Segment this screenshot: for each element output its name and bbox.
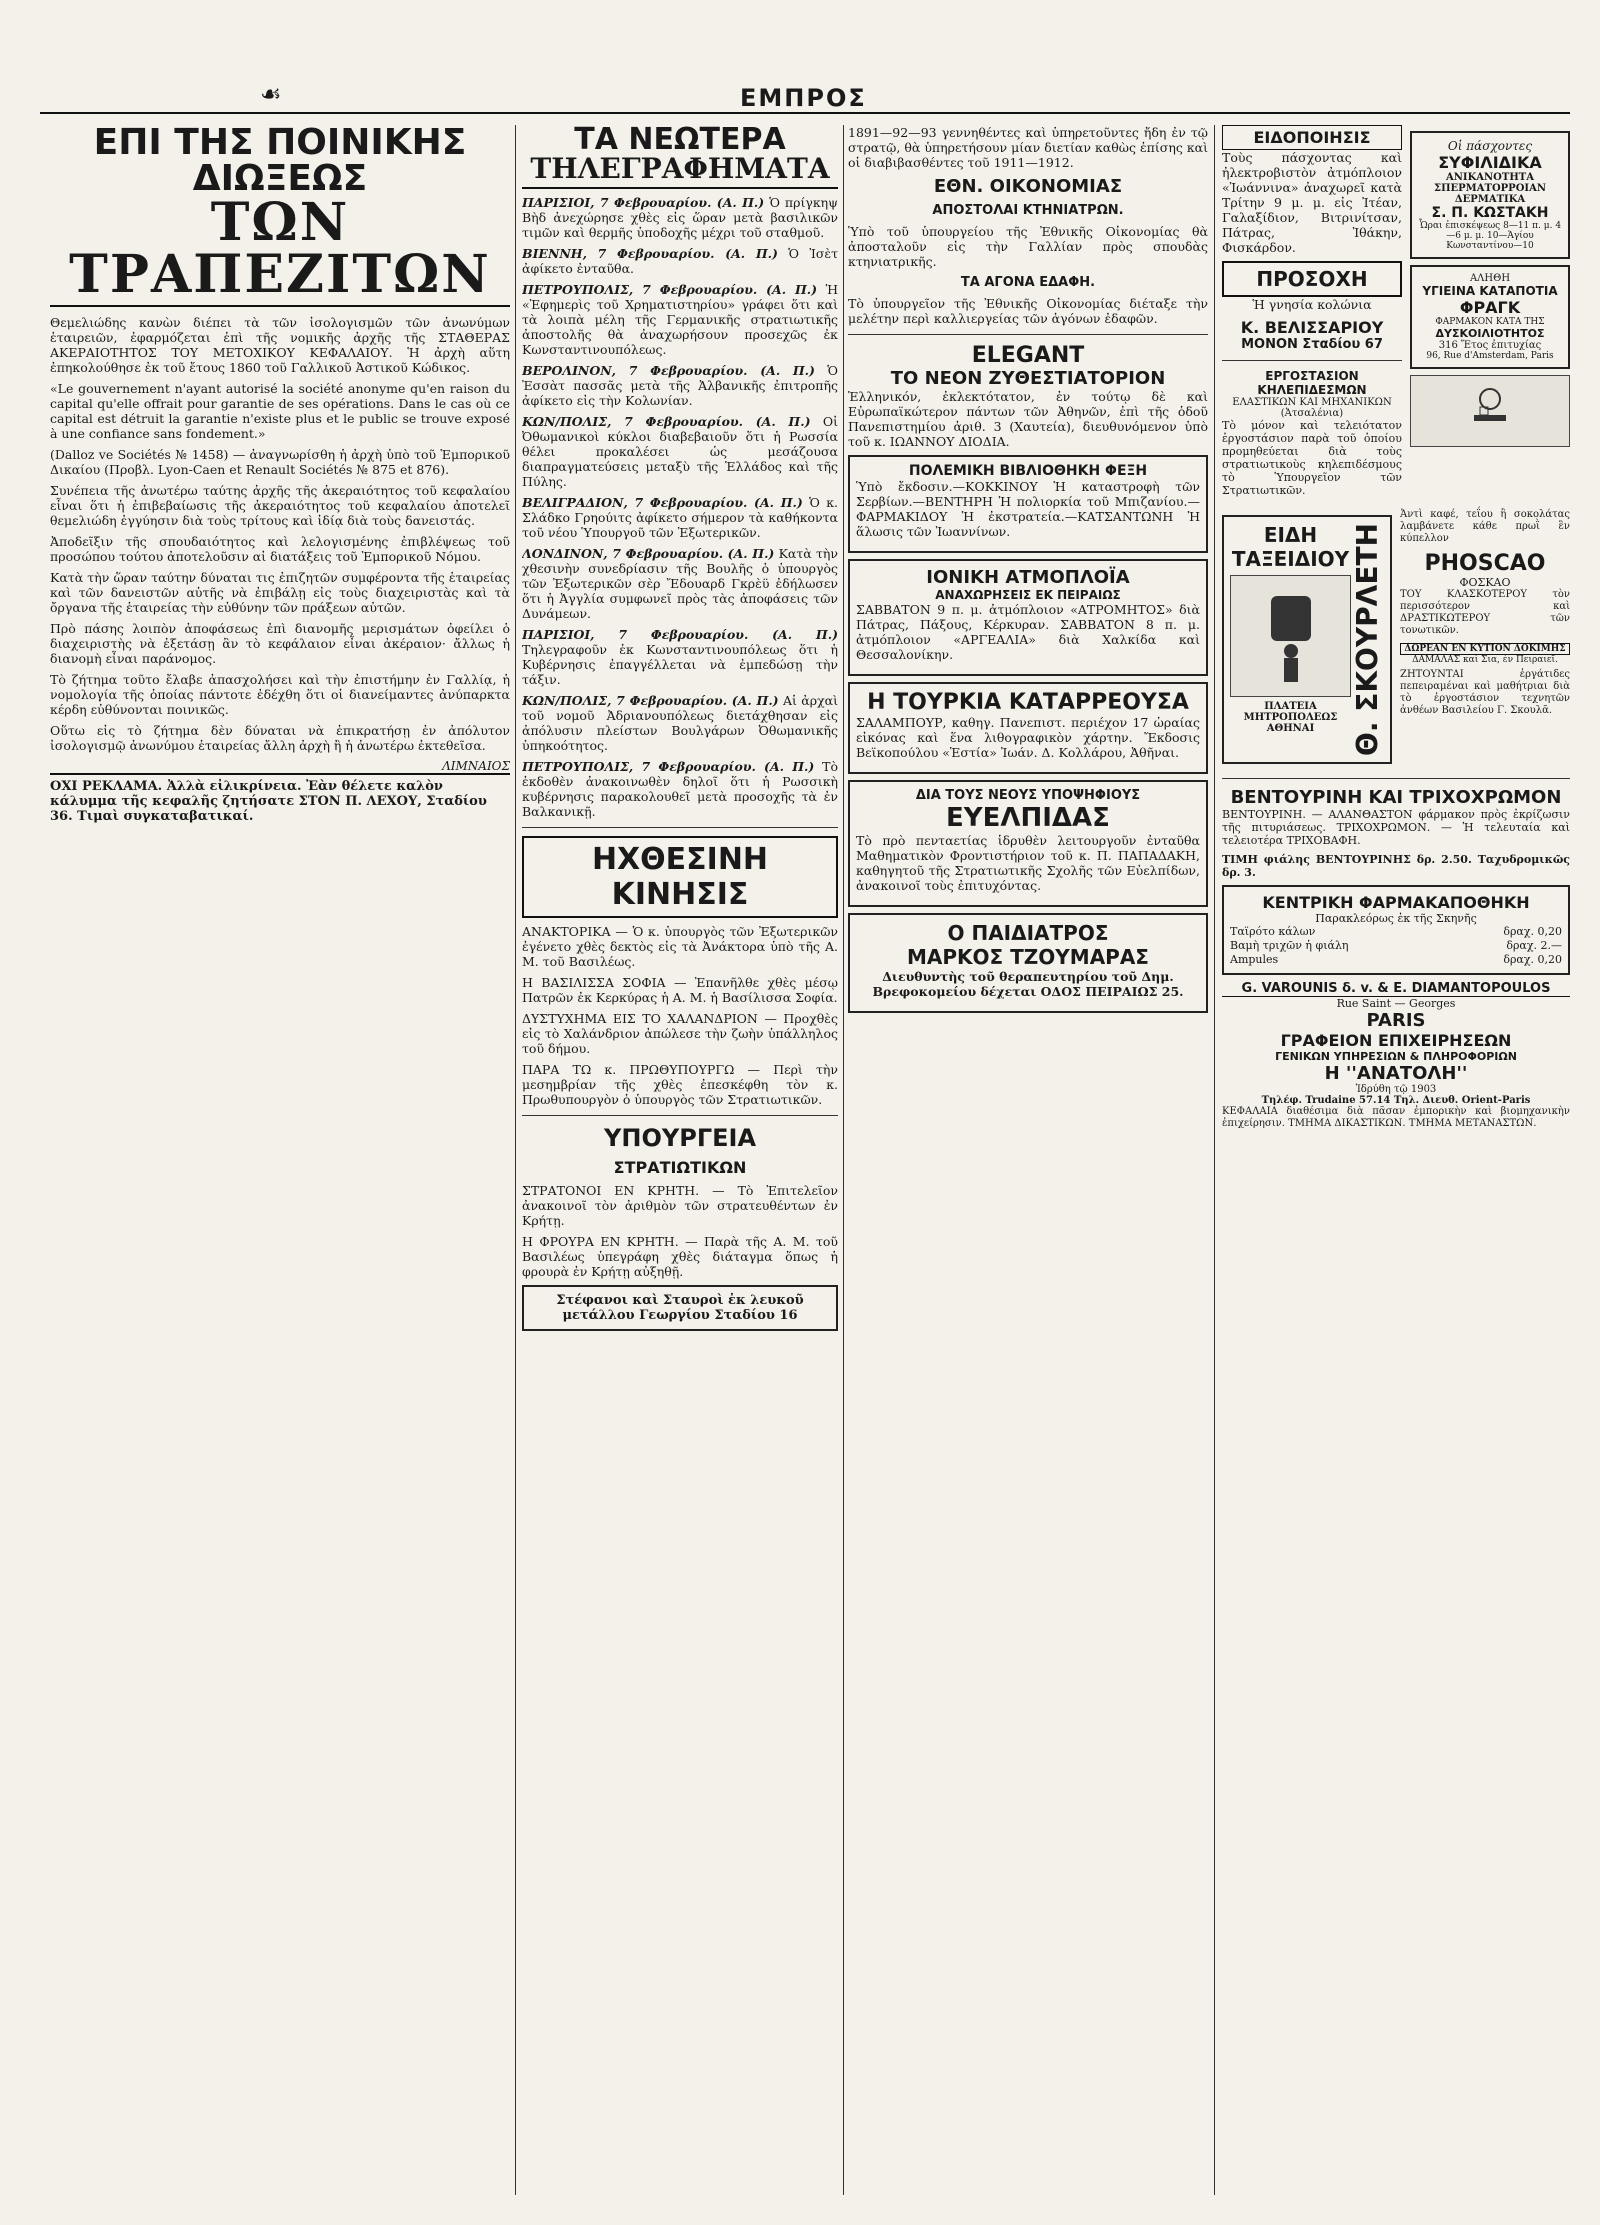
divider	[1222, 778, 1570, 779]
kinisis-item: Η ΒΑΣΙΛΙΣΣΑ ΣΟΦΙΑ — Ἐπανῆλθε χθὲς μέσῳ Πατρῶν ἐκ Κερκύρας ἡ Α. Μ. ἡ Βασίλισσα Σοφία.	[522, 975, 838, 1005]
dispatch-text: Τὸ ἐκδοθὲν ἀνακοινωθὲν δηλοῖ ὅτι ἡ Ρωσσικὴ κυβέρνησις παρακολουθεῖ μετὰ προσοχῆς τὰ ἐν Βαλκανικῇ.	[522, 759, 838, 819]
pediatrician-name: ΜΑΡΚΟΣ ΤΖΟΥΜΑΡΑΣ	[907, 945, 1149, 969]
dispatch-text: Ὁ Ἰσὲτ ἀφίκετο ἐνταῦθα.	[522, 246, 838, 276]
dispatch-text: Οἱ Ὀθωμανικοὶ κύκλοι διαβεβαιοῦν ὅτι ἡ Ρωσσία θέλει προκαλέσει ὡς μεσάζουσα διαπραγματεύσεις μεταξὺ τῆς Ἑλλάδος καὶ τῆς Πύλης.	[522, 414, 838, 489]
dispatch	[522, 282, 838, 357]
venturini-price: ΤΙΜΗ φιάλης ΒΕΝΤΟΥΡΙΝΗΣ δρ. 2.50. Ταχυδρομικῶς δρ. 3.	[1222, 852, 1570, 879]
paragraph: Ἀποδεῖξιν τῆς σπουδαιότητος καὶ λελογισμένης ἐπιβλέψεως τοῦ προσώπου τούτου ἀποτελοῦσιν αἱ διατάξεις τοῦ Ἐμπορικοῦ Νόμου.	[50, 534, 510, 564]
grafeion-title: ΓΡΑΦΕΙΟΝ ΕΠΙΧΕΙΡΗΣΕΩΝ	[1280, 1030, 1512, 1050]
venturini-text: ΒΕΝΤΟΥΡΙΝΗ. — ΑΛΑΝΘΑΣΤΟΝ φάρμακον πρὸς ἐκρίζωσιν τῆς πιτυριάσεως. ΤΡΙΧΟΧΡΩΜΟΝ. — Ἡ τελευταία καὶ τελειοτέρα ΤΡΙΧΟΒΑΦΗ.	[1222, 807, 1570, 847]
pharmacy-item: Ταϊρότο κάλων	[1230, 924, 1316, 938]
elegant-sub: ΤΟ ΝΕΟΝ ΖΥΘΕΣΤΙΑΤΟΡΙΟΝ	[890, 368, 1166, 389]
dispatch-dateline: ΒΕΡΟΛΙΝΟΝ, 7 Φεβρουαρίου. (Α. Π.)	[522, 363, 815, 378]
stratiotika-item: ΣΤΡΑΤΟΝΟΙ ΕΝ ΚΡΗΤΗ. — Τὸ Ἐπιτελεῖον ἀνακοινοῖ τὸν ἀριθμὸν τῶν στρατευθέντων ἐν Κρήτῃ.	[522, 1183, 838, 1228]
pills-ad	[1410, 265, 1570, 369]
paragraph: Οὕτω εἰς τὸ ζήτημα δὲν δύναται νὰ ἐπικρατήσῃ ἐν ἀπόλυτον ἰσολογισμῷ ἀνωνύμου ἑταιρείας ἄλλη ἀρχὴ ἢ ἡ ἀνωτέρω ἐκτεθεῖσα.	[50, 723, 510, 753]
pill-brand: ΦΡΑΓΚ	[1459, 298, 1521, 317]
column-rule	[843, 125, 844, 2195]
euelpides-ad	[848, 780, 1208, 907]
syph-doctor: Σ. Π. ΚΩΣΤΑΚΗ	[1431, 205, 1549, 221]
factory-sub: ΕΛΑΣΤΙΚΩΝ ΚΑΙ ΜΗΧΑΝΙΚΩΝ (Ἀτσαλένια)	[1232, 397, 1392, 419]
syph-top: Οἱ πάσχοντες	[1447, 139, 1533, 153]
ionian-sub: ΑΝΑΧΩΡΗΣΕΙΣ ΕΚ ΠΕΙΡΑΙΩΣ	[935, 588, 1121, 602]
turkey-title: Η ΤΟΥΡΚΙΑ ΚΑΤΑΡΡΕΟΥΣΑ	[867, 690, 1189, 715]
kinisis-item: ΑΝΑΚΤΟΡΙΚΑ — Ὁ κ. ὑπουργὸς τῶν Ἐξωτερικῶν ἐγένετο χθὲς δεκτὸς εἰς τὰ Ἀνάκτορα ὑπὸ τῆς Α. Μ. τοῦ Βασιλέως.	[522, 924, 838, 969]
paragraph: Τὸ ζήτημα τοῦτο ἔλαβε ἀπασχολήσει καὶ τὴν ἐπιστήμην ἐν Γαλλίᾳ, ἡ νομολογία τῆς ὁποίας πάντοτε ἐδέχθη ὅτι οἱ διανείμαντες ἀνύπαρκτα κέρδη εὐθύνονται ποινικῶς.	[50, 672, 510, 717]
ethn-sub2: ΤΑ ΑΓΟΝΑ ΕΔΑΦΗ.	[960, 275, 1096, 290]
syph-address: Ὧραι ἐπισκέψεως 8—11 π. μ. 4—6 μ. μ. 10—Ἁγίου Κωνσταντίνου—10	[1418, 221, 1562, 251]
newspaper-title: ΕΜΠΡΟΣ	[740, 84, 867, 112]
woman-with-tray-image	[1410, 375, 1570, 447]
paragraph: Θεμελιώδης κανὼν διέπει τὰ τῶν ἰσολογισμῶν τῶν ἀνωνύμων ἑταιρειῶν, ἐφαρμόζεται ἐπὶ τῆς νομικῆς ἀρχῆς τῆς ΣΤΑΘΕΡΑΣ ΑΚΕΡΑΙΟΤΗΤΟΣ ΤΟΥ ΜΕΤΟΧΙΚΟΥ ΚΕΦΑΛΑΙΟΥ. Ἡ ἀρχὴ αὕτη ἐπηκολούθησε ἐκ τοῦ ἔτους 1860 τοῦ Γαλλικοῦ Ἀστικοῦ Κώδικος.	[50, 315, 510, 375]
pediatrician-title: Ο ΠΑΙΔΙΑΤΡΟΣ	[947, 921, 1109, 945]
dispatch	[522, 693, 838, 753]
section-kinisis-title: ΗΧΘΕΣΙΝΗ ΚΙΝΗΣΙΣ	[522, 836, 838, 918]
library-text: Ὑπὸ ἔκδοσιν.—ΚΟΚΚΙΝΟΥ Ἡ καταστροφὴ τῶν Σερβίων.—ΒΕΝΤΗΡΗ Ἡ πολιορκία τοῦ Μπιζανίου.—ΦΑΡΜΑΚΙΔΟΥ Ἡ ἐκστρατεία.—ΚΑΤΣΑΝΤΩΝΗ Ἡ ἅλωσις τῶν Ἰωαννίνων.	[856, 479, 1200, 539]
varounis-title: G. VAROUNIS δ. v. & E. DIAMANTOPOULOS	[1222, 981, 1570, 997]
phoscao-ad	[1400, 509, 1570, 770]
phoscao-text: ΤΟΥ ΚΛΑΣΚΟΤΕΡΟΥ τὸν περισσότερον καὶ ΔΡΑΣΤΙΚΩΤΕΡΟΥ τῶν τονωτικῶν.	[1400, 589, 1570, 636]
pharmacy-ad	[1222, 885, 1570, 975]
prosochi-address: ΜΟΝΟΝ Σταδίου 67	[1241, 337, 1383, 352]
pharmacy-item: Βαμὴ τριχῶν ἡ φιάλη	[1230, 938, 1349, 952]
phoscao-intro: Ἀντὶ καφέ, τεΐου ἢ σοκολάτας λαμβάνετε κάθε πρωῒ ἓν κύπελλον	[1400, 509, 1570, 544]
pill-sub: ΦΑΡΜΑΚΟΝ ΚΑΤΑ ΤΗΣ	[1435, 317, 1545, 327]
section-ministries-sub: ΣΤΡΑΤΙΩΤΙΚΩΝ	[613, 1158, 747, 1177]
pill-title: ΥΓΙΕΙΝΑ ΚΑΤΑΠΟΤΙΑ	[1422, 284, 1558, 298]
paragraph: (Dalloz ve Sociétés № 1458) — ἀναγνωρίσθη ἡ ἀρχὴ ὑπὸ τοῦ Ἑμπορικοῦ Δικαίου (Προβλ. Lyon-Caen et Renault Sociétés № 875 et 876).	[50, 447, 510, 477]
pharmacy-price: δραχ. 0,20	[1503, 924, 1562, 938]
ionian-title: ΙΟΝΙΚΗ ΑΤΜΟΠΛΟΪΑ	[926, 567, 1130, 588]
grafeion-name: Η ''ΑΝΑΤΟΛΗ''	[1324, 1062, 1468, 1084]
headline-top: ΕΠΙ ΤΗΣ ΠΟΙΝΙΚΗΣ ΔΙΩΞΕΩΣ	[93, 125, 467, 199]
paragraph: Κατὰ τὴν ὥραν ταύτην δύναται τις ἐπιζητῶν συμφέροντα τῆς ἑταιρείας καὶ τῶν δανειστῶν αὐτῆς νὰ ἐπιβάλῃ εἰς τοὺς διαχειριστὰς καὶ τὰ ὄργανα τῆς ἑταιρείας τὴν εὐθύνην τῶν πράξεων αὐτῶν.	[50, 570, 510, 615]
paragraph: «Le gouvernement n'ayant autorisé la société anonyme qu'en raison du capital qu'elle offrait pour garantie de ses opérations. Dans le cas où ce capital est détruit la garantie n'existe plus et le public se trouve exposé à une confiance sans fondement.»	[50, 381, 510, 441]
dispatch-text: Ὁ πρίγκηψ Βὴδ ἀνεχώρησε χθὲς εἰς ὥραν μετὰ βασιλικῶν τιμῶν καὶ θερμῆς ὑποδοχῆς μέχρι τοῦ σταθμοῦ.	[522, 195, 838, 240]
pharmacy-row	[1230, 939, 1562, 953]
pediatrician-text: Διευθυντὴς τοῦ θεραπευτηρίου τοῦ Δημ. Βρεφοκομείου δέχεται ΟΔΟΣ ΠΕΙΡΑΙΩΣ 25.	[872, 969, 1184, 999]
divider	[1222, 360, 1402, 361]
travel-goods-ad	[1222, 515, 1392, 764]
divider	[522, 827, 838, 828]
dispatch	[522, 246, 838, 276]
notice-title: ΕΙΔΟΠΟΙΗΣΙΣ	[1222, 125, 1402, 150]
ethn-text: Ὑπὸ τοῦ ὑπουργείου τῆς Ἐθνικῆς Οἰκονομίας θὰ ἀποσταλοῦν εἰς τὴν Γαλλίαν πρὸς σπουδὰς κτηνιατρικῆς.	[848, 224, 1208, 269]
dispatch-text: Ἡ «Ἐφημερὶς τοῦ Χρηματιστηρίου» γράφει ὅτι καὶ τὰ λοιπὰ μέλη τῆς Γερμανικῆς στρατιωτικῆς ἀποστολῆς θὰ ἀναχωρήσουν προσεχῶς ἐκ Κωνσταντινουπόλεως.	[522, 282, 838, 357]
column-rule	[1214, 125, 1215, 2195]
phoscao-sample: ΔΩΡΕΑΝ ΕΝ ΚΥΤΙΟΝ ΔΟΚΙΜΗΣ	[1400, 643, 1570, 655]
venturini-title: ΒΕΝΤΟΥΡΙΝΗ ΚΑΙ ΤΡΙΧΟΧΡΩΜΟΝ	[1230, 786, 1562, 808]
dispatch-dateline: ΚΩΝ/ΠΟΛΙΣ, 7 Φεβρουαρίου. (Α. Π.)	[522, 693, 779, 708]
kinisis-item: ΠΑΡΑ ΤΩ κ. ΠΡΩΘΥΠΟΥΡΓΩ — Περὶ τὴν μεσημβρίαν τῆς χθὲς ἐπεσκέφθη τὸν κ. Πρωθυπουργὸν ὁ ὑπουργὸς τῶν Στρατιωτικῶν.	[522, 1062, 838, 1107]
library-title: ΠΟΛΕΜΙΚΗ ΒΙΒΛΙΟΘΗΚΗ ΦΕΞΗ	[908, 463, 1148, 479]
pharmacy-item: Ampules	[1230, 952, 1279, 966]
ethn-title: ΕΘΝ. ΟΙΚΟΝΟΜΙΑΣ	[933, 176, 1123, 197]
dispatch-dateline: ΒΕΛΙΓΡΑΔΙΟΝ, 7 Φεβρουαρίου. (Α. Π.)	[522, 495, 803, 510]
dispatch	[522, 363, 838, 408]
article-signature: ΛΙΜΝΑΙΟΣ	[442, 759, 510, 773]
intro-paragraph: 1891—92—93 γεννηθέντες καὶ ὑπηρετοῦντες ἤδη ἐν τῷ στρατῷ, θὰ ὑπηρετήσουν μίαν διετίαν καθὼς ἐπίσης καὶ οἱ διαβιβασθέντες τοῦ 1911—1912.	[848, 125, 1208, 170]
paragraph: Συνέπεια τῆς ἀνωτέρω ταύτης ἀρχῆς τῆς ἀκεραιότητος τοῦ κεφαλαίου εἶναι ὅτι ἡ ἐπιβεβαίωσις τῆς ἀκεραιότητος τοῦ κεφαλαίου ἀποτελεῖ θεμελιώδη ἐγγύησιν διὰ τοὺς τρίτους καὶ ἰδίᾳ διὰ τοὺς δανειστάς.	[50, 483, 510, 528]
paris-title: PARIS	[1366, 1009, 1426, 1031]
luggage-icon	[1256, 586, 1326, 686]
dispatch-text: Τηλεγραφοῦν ἐκ Κωνσταντινουπόλεως ὅτι ἡ Κυβέρνησις ἐπαγγέλλεται νὰ ἐμπεδώσῃ τὴν τάξιν.	[522, 642, 838, 687]
factory-title: ΕΡΓΟΣΤΑΣΙΟΝ ΚΗΛΕΠΙΔΕΣΜΩΝ	[1257, 369, 1367, 397]
dispatch-dateline: ΠΕΤΡΟΥΠΟΛΙΣ, 7 Φεβρουαρίου. (Α. Π.)	[522, 759, 815, 774]
dispatch-dateline: ΠΑΡΙΣΙΟΙ, 7 Φεβρουαρίου. (Α. Π.)	[522, 195, 765, 210]
phoscao-agents: ΔΑΜΑΛΑΣ καὶ Σια, ἐν Πειραιεῖ.	[1412, 655, 1558, 665]
ionian-ad	[848, 559, 1208, 676]
stratiotika-item: Η ΦΡΟΥΡΑ ΕΝ ΚΡΗΤΗ. — Παρὰ τῆς Α. Μ. τοῦ Βασιλέως ὑπεγράφη χθὲς διάταγμα ὅπως ἡ φρουρὰ ἐν Κρήτῃ αὐξηθῇ.	[522, 1234, 838, 1279]
dispatch-dateline: ΒΙΕΝΝΗ, 7 Φεβρουαρίου. (Α. Π.)	[522, 246, 778, 261]
pharmacy-row	[1230, 953, 1562, 967]
ornament-icon: ☙	[260, 80, 282, 108]
turkey-book-ad	[848, 682, 1208, 774]
pediatrician-ad	[848, 913, 1208, 1013]
euelpides-text: Τὸ πρὸ πενταετίας ἱδρυθὲν λειτουργοῦν ἐνταῦθα Μαθηματικὸν Φροντιστήριον τοῦ κ. Π. ΠΑΠΑΔΑΚΗ, καθηγητοῦ τῆς Στρατιωτικῆς Σχολῆς τῶν Εὐελπίδων, ἀνακοινοῖ τοὺς ἐπιτυχόντας.	[856, 833, 1200, 893]
dispatch	[522, 759, 838, 819]
euelpides-title: ΔΙΑ ΤΟΥΣ ΝΕΟΥΣ ΥΠΟΨΗΦΙΟΥΣ	[915, 788, 1141, 803]
grafeion-text: ΚΕΦΑΛΑΙΑ διαθέσιμα διὰ πᾶσαν ἐμπορικὴν καὶ βιομηχανικὴν ἐπιχείρησιν. ΤΜΗΜΑ ΔΙΚΑΣΤΙΚΩΝ. ΤΜΗΜΑ ΜΕΤΑΝΑΣΤΩΝ.	[1222, 1105, 1570, 1129]
headline-main: ΤΩΝ ΤΡΑΠΕΖΙΤΩΝ	[50, 197, 510, 307]
travel-vertical-name: Θ. ΣΚΟΥΡΛΕΤΗ	[1351, 523, 1384, 756]
pill-price: 316 Ἔτος ἐπιτυχίας	[1438, 340, 1542, 351]
syph-title: ΣΥΦΙΛΙΔΙΚΑ	[1438, 153, 1542, 172]
dispatch	[522, 414, 838, 489]
pharmacy-row	[1230, 925, 1562, 939]
varounis-address: Rue Saint — Georges	[1336, 996, 1456, 1010]
syphilis-ad	[1410, 131, 1570, 259]
telegrams-headline-top: ΤΑ ΝΕΩΤΕΡΑ	[574, 125, 786, 157]
column-rule	[515, 125, 516, 2195]
right-ads	[1410, 125, 1570, 503]
pharmacy-sub: Παρακλεόρως ἐκ τῆς Σκηνῆς	[1315, 911, 1477, 925]
syph-text: ΑΝΙΚΑΝΟΤΗΤΑ ΣΠΕΡΜΑΤΟΡΡΟΙΑΝ ΔΕΡΜΑΤΙΚΑ	[1434, 172, 1546, 205]
grafeion-telephone: Τηλέφ. Trudaine 57.14 Τηλ. Διευθ. Orient-Paris	[1261, 1094, 1531, 1106]
grafeion-sub: ΓΕΝΙΚΩΝ ΥΠΗΡΕΣΙΩΝ & ΠΛΗΡΟΦΟΡΙΩΝ	[1275, 1049, 1517, 1063]
phoscao-greek: ΦΟΣΚΑΟ	[1459, 576, 1511, 589]
left-ads	[1222, 125, 1402, 503]
dispatch-text: Κατὰ τὴν χθεσινὴν συνεδρίασιν τῆς Βουλῆς ὁ ὑπουργὸς τῶν Ἐξωτερικῶν σὲρ Ἔδουαρδ Γκρὲϋ ἐδήλωσεν ὅτι ἡ Ἀγγλία συμφωνεῖ πρὸς τὰς ἀποφάσεις τῶν Δυνάμεων.	[522, 546, 838, 621]
dispatch	[522, 546, 838, 621]
dispatch-dateline: ΚΩΝ/ΠΟΛΙΣ, 7 Φεβρουαρίου. (Α. Π.)	[522, 414, 811, 429]
divider	[848, 334, 1208, 335]
column-trapezites	[50, 125, 510, 824]
paragraph: Πρὸ πάσης λοιπὸν ἀποφάσεως ἐπὶ διανομῆς μερισμάτων ὀφείλει ὁ διαχειριστὴς νὰ ἐξετάσῃ ἂν τὸ κεφάλαιον εἶναι ἀκέραιον· ἄλλως ἡ διανομὴ εἶναι παράνομος.	[50, 621, 510, 666]
travel-title: ΕΙΔΗ ΤΑΞΕΙΔΙΟΥ	[1231, 523, 1350, 571]
factory-text: Τὸ μόνον καὶ τελειότατον ἐργοστάσιον παρὰ τοῦ ὁποίου προμηθεύεται διὰ τοὺς στρατιωτικοὺς κηλεπιδέσμους τὸ Ὑπουργεῖον τῶν Στρατιωτικῶν.	[1222, 419, 1402, 497]
travel-address: ΠΛΑΤΕΙΑ ΜΗΤΡΟΠΟΛΕΩΣ ΑΘΗΝΑΙ	[1243, 701, 1338, 734]
grafeion-year: Ἱδρύθη τῷ 1903	[1355, 1083, 1437, 1095]
pharmacy-price: δραχ. 0,20	[1503, 952, 1562, 966]
dispatch-text: Ὁ κ. Σλάδκο Γρηούιτς ἀφίκετο σήμερον τὰ καθήκοντα τοῦ νέου Ὑπουργοῦ τῶν Ἐξωτερικῶν.	[522, 495, 838, 540]
prosochi-sub: Ἡ γνησία κολώνια	[1252, 297, 1372, 312]
bottom-notice: ΟΧΙ ΡΕΚΛΑΜΑ. Ἀλλὰ εἰλικρίνεια. Ἐὰν θέλετε καλὸν κάλυμμα τῆς κεφαλῆς ζητήσατε ΣΤΟΝ Π. ΛΕΧΟΥ, Σταδίου 36. Τιμαὶ συγκαταβατικαί.	[50, 773, 510, 824]
column-telegrams	[522, 125, 838, 1337]
wreaths-ad: Στέφανοι καὶ Σταυροὶ ἐκ λευκοῦ μετάλλου Γεωργίου Σταδίου 16	[522, 1285, 838, 1331]
pill-top: ΑΛΗΘΗ	[1469, 273, 1511, 284]
column-misc	[848, 125, 1208, 1019]
dispatch-dateline: ΠΑΡΙΣΙΟΙ, 7 Φεβρουαρίου. (Α. Π.)	[522, 627, 838, 642]
ethn-sub: ΑΠΟΣΤΟΛΑΙ ΚΤΗΝΙΑΤΡΩΝ.	[932, 203, 1124, 218]
dispatch-text: Ὁ Ἐσσὰτ πασσᾶς μετὰ τῆς Ἀλβανικῆς ἐπιτροπῆς ἀφίκετο εἰς τὴν Κολωνίαν.	[522, 363, 838, 408]
zitountai-text: ΖΗΤΟΥΝΤΑΙ ἐργάτιδες πεπειραμέναι καὶ μαθήτριαι διὰ τὸ ἐργοστάσιον τεχνητῶν ἀνθέων Βασιλείου Γ. Σκουλᾶ.	[1400, 669, 1570, 716]
euelpides-main: ΕΥΕΛΠΙΔΑΣ	[946, 803, 1110, 833]
column-ads	[1222, 125, 1570, 1136]
dispatch-dateline: ΛΟΝΔΙΝΟΝ, 7 Φεβρουαρίου. (Α. Π.)	[522, 546, 775, 561]
ionian-text: ΣΑΒΒΑΤΟΝ 9 π. μ. ἀτμόπλοιον «ΑΤΡΟΜΗΤΟΣ» διὰ Πάτρας, Πάξους, Κέρκυραν. ΣΑΒΒΑΤΟΝ 8 π. μ. ἀτμόπλοιον «ΑΡΓΕΑΛΙΑ» διὰ Χαλκίδα καὶ Θεσσαλονίκην.	[856, 602, 1200, 662]
dispatch	[522, 627, 838, 687]
divider	[522, 1115, 838, 1116]
pill-address: 96, Rue d'Amsterdam, Paris	[1426, 351, 1554, 361]
pharmacy-title: ΚΕΝΤΡΙΚΗ ΦΑΡΜΑΚΑΠΟΘΗΚΗ	[1262, 892, 1530, 912]
library-ad	[848, 455, 1208, 553]
ethn-text2: Τὸ ὑπουργεῖον τῆς Ἐθνικῆς Οἰκονομίας διέταξε τὴν μελέτην περὶ καλλιεργείας τῶν ἀγόνων ἐδαφῶν.	[848, 296, 1208, 326]
dispatch-dateline: ΠΕΤΡΟΥΠΟΛΙΣ, 7 Φεβρουαρίου. (Α. Π.)	[522, 282, 818, 297]
dispatch-text: Αἱ ἀρχαὶ τοῦ νομοῦ Ἀδριανουπόλεως διετάχθησαν εἰς ἀπόλυσιν πλείστων Βουλγάρων Ὀθωμανικῆς ὑπηκοότητος.	[522, 693, 838, 753]
dispatch	[522, 495, 838, 540]
prosochi-name: Κ. ΒΕΛΙΣΣΑΡΙΟΥ	[1240, 318, 1384, 337]
pharmacy-price: δραχ. 2.—	[1506, 938, 1562, 952]
pill-disease: ΔΥΣΚΟΙΛΙΟΤΗΤΟΣ	[1435, 327, 1545, 340]
section-ministries-title: ΥΠΟΥΡΓΕΙΑ	[603, 1124, 757, 1152]
prosochi-title: ΠΡΟΣΟΧΗ	[1222, 261, 1402, 297]
tray-icon	[1460, 381, 1520, 441]
phoscao-title: PHOSCAO	[1424, 551, 1546, 576]
masthead	[40, 80, 1570, 114]
elegant-text: Ἑλληνικόν, ἐκλεκτότατον, ἐν τούτῳ δὲ καὶ Εὐρωπαϊκώτερον πάντων τῶν Ἀθηνῶν, ἐπὶ τῆς ὁδοῦ Πανεπιστημίου ἀριθ. 3 (Χαυτεία), διευθυνόμενον ὑπὸ τοῦ κ. ΙΩΑΝΝΟΥ ΔΙΟΔΙΑ.	[848, 389, 1208, 449]
telegrams-headline-main: ΤΗΛΕΓΡΑΦΗΜΑΤΑ	[522, 155, 838, 189]
turkey-text: ΣΑΛΑΜΠΟΥΡ, καθηγ. Πανεπιστ. περιέχον 17 ὡραίας εἰκόνας καὶ ἕνα λιθογραφικὸν χάρτην. Ἔκδοσις Βεϊκοπούλου «Ἑστία» Ἰωάν. Δ. Κολλάρου, Ἀθῆναι.	[856, 715, 1200, 760]
dispatch	[522, 195, 838, 240]
elegant-title: ELEGANT	[971, 343, 1085, 368]
kinisis-item: ΔΥΣΤΥΧΗΜΑ ΕΙΣ ΤΟ ΧΑΛΑΝΔΡΙΟΝ — Προχθὲς εἰς τὸ Χαλάνδριον ἀπώλεσε τὴν ζωὴν ὑπάλληλος τοῦ δήμου.	[522, 1011, 838, 1056]
porter-image	[1230, 575, 1351, 697]
notice-text: Τοὺς πάσχοντας καὶ ἠλεκτροβιστὸν ἀτμόπλοιον «Ἰωάννινα» ἀναχωρεῖ κατὰ Τρίτην 9 μ. μ. εἰς Ἰτέαν, Γαλαξίδιον, Βιτρινίτσαν, Πάτρας, Ἰθάκην, Φισκάρδον.	[1222, 150, 1402, 255]
